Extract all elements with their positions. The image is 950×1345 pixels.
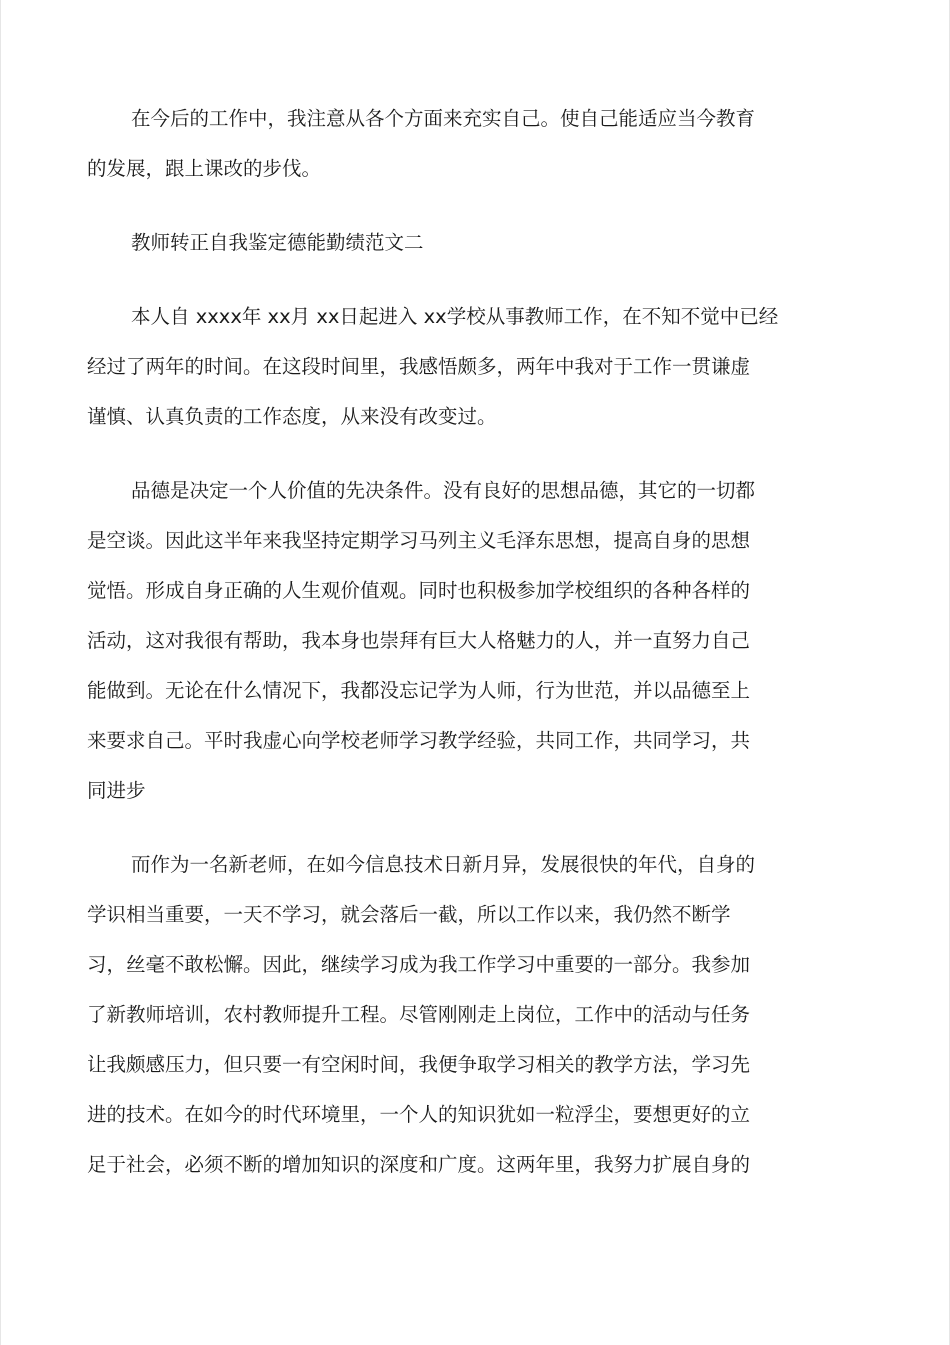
text-line: 活动，这对我很有帮助，我本身也崇拜有巨大人格魅力的人，并一直努力自己 — [87, 629, 751, 652]
text-line: 在今后的工作中，我注意从各个方面来充实自己。使自己能适应当今教育 — [131, 107, 756, 130]
text-line: 经过了两年的时间。在这段时间里，我感悟颇多，两年中我对于工作一贯谦虚 — [87, 355, 751, 378]
text-line: 能做到。无论在什么情况下，我都没忘记学为人师，行为世范，并以品德至上 — [87, 679, 751, 702]
text-line: 本人自 xxxx年 xx月 xx日起进入 xx学校从事教师工作，在不知不觉中已经 — [131, 305, 779, 328]
text-line: 是空谈。因此这半年来我坚持定期学习马列主义毛泽东思想，提高自身的思想 — [87, 529, 751, 552]
text-line: 了新教师培训，农村教师提升工程。尽管刚刚走上岗位，工作中的活动与任务 — [87, 1003, 751, 1026]
text-line: 进的技术。在如今的时代环境里，一个人的知识犹如一粒浮尘，要想更好的立 — [87, 1103, 751, 1126]
text-line: 来要求自己。平时我虚心向学校老师学习教学经验，共同工作，共同学习，共 — [87, 729, 751, 752]
paragraph — [87, 466, 801, 816]
text-line: 谨慎、认真负责的工作态度，从来没有改变过。 — [87, 405, 497, 428]
text-line: 习，丝毫不敢松懈。因此，继续学习成为我工作学习中重要的一部分。我参加 — [87, 953, 751, 976]
text-line: 觉悟。形成自身正确的人生观价值观。同时也积极参加学校组织的各种各样的 — [87, 579, 751, 602]
text-line: 学识相当重要，一天不学习，就会落后一截，所以工作以来，我仍然不断学 — [87, 903, 731, 926]
paragraph — [87, 292, 801, 442]
paragraph — [87, 94, 801, 194]
section-heading — [87, 218, 801, 268]
document-body — [87, 94, 801, 1214]
paragraph — [87, 840, 801, 1190]
text-line: 让我颇感压力，但只要一有空闲时间，我便争取学习相关的教学方法，学习先 — [87, 1053, 751, 1076]
text-line: 而作为一名新老师，在如今信息技术日新月异，发展很快的年代，自身的 — [131, 853, 756, 876]
text-line: 足于社会，必须不断的增加知识的深度和广度。这两年里，我努力扩展自身的 — [87, 1153, 751, 1176]
text-line: 的发展，跟上课改的步伐。 — [87, 157, 322, 180]
text-line: 品德是决定一个人价值的先决条件。没有良好的思想品德，其它的一切都 — [131, 479, 756, 502]
heading-line: 教师转正自我鉴定德能勤绩范文二 — [131, 231, 424, 254]
text-line: 同进步 — [87, 779, 146, 802]
